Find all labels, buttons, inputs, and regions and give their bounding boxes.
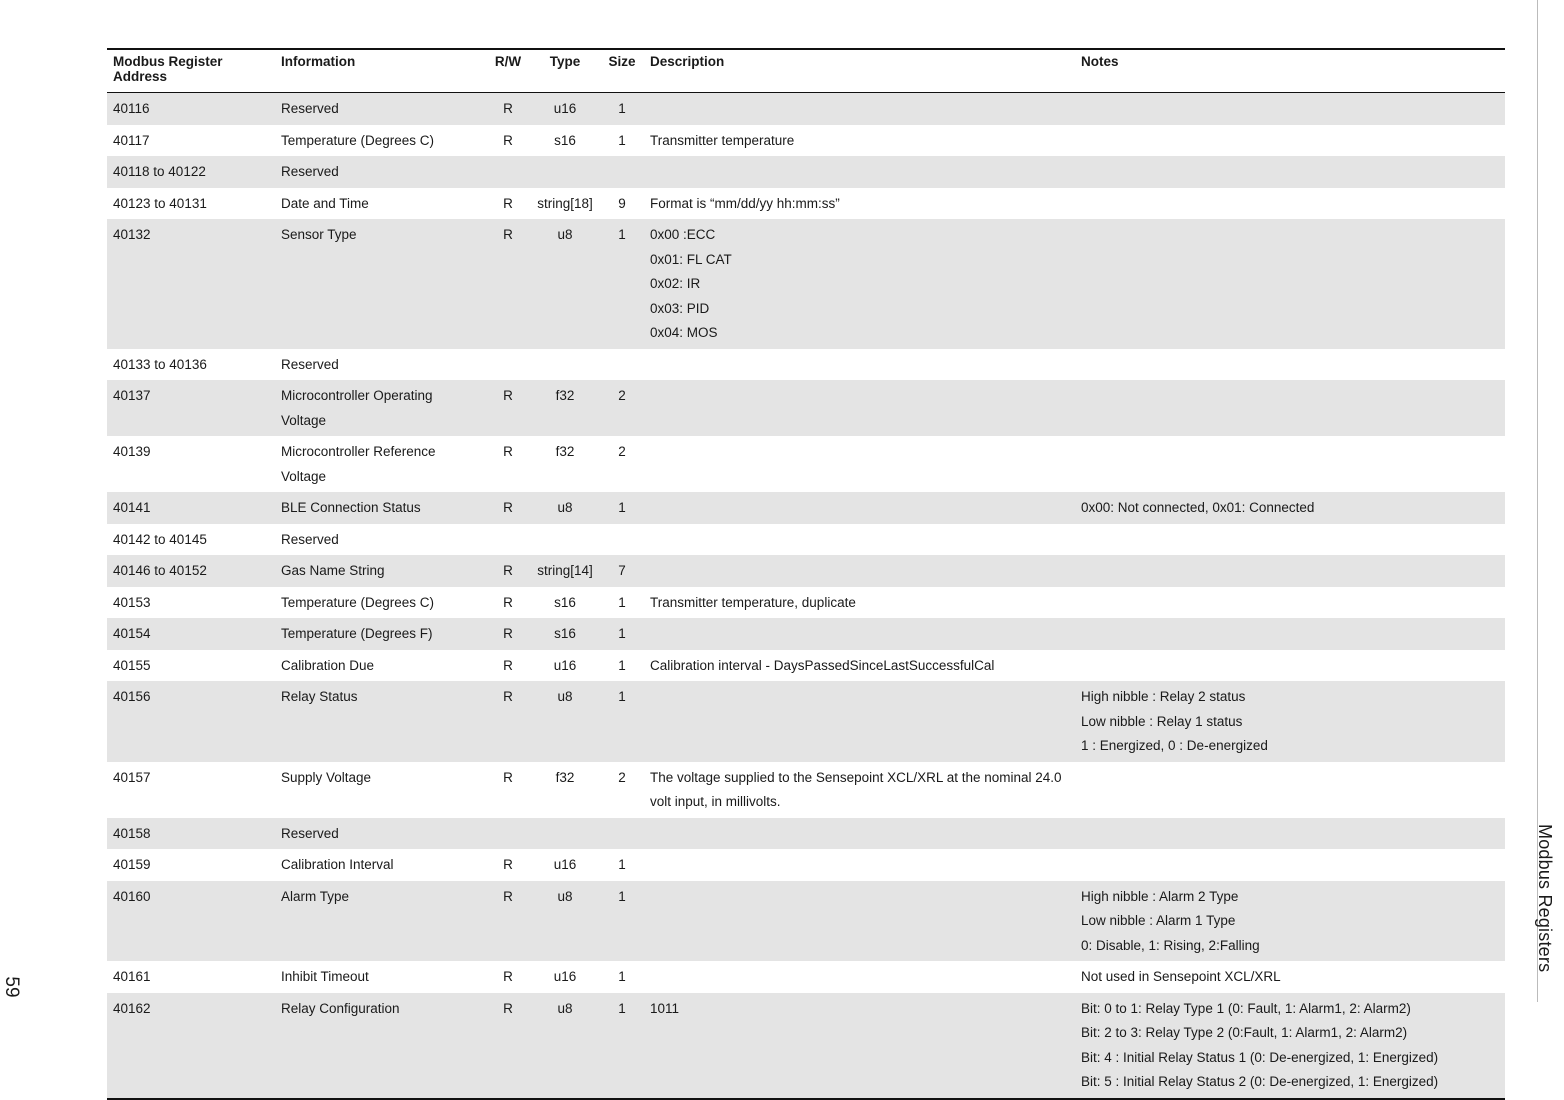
cell-rw: R xyxy=(503,769,513,785)
cell-description xyxy=(644,961,1075,993)
cell-information: Reserved xyxy=(281,356,339,372)
cell-address: 40137 xyxy=(107,380,275,436)
notes-line: Not used in Sensepoint XCL/XRL xyxy=(1081,969,1281,984)
cell-address: 40123 to 40131 xyxy=(113,195,207,211)
cell-description xyxy=(644,219,1075,349)
table-row xyxy=(107,380,1505,436)
notes-line: Bit: 4 : Initial Relay Status 1 (0: De-energized, 1: Energized) xyxy=(1081,1049,1439,1065)
header-size: Size xyxy=(600,49,644,93)
cell-notes xyxy=(1075,125,1505,157)
cell-description xyxy=(644,380,1075,436)
cell-size: 1 xyxy=(600,219,644,349)
notes-line: Bit: 2 to 3: Relay Type 2 (0:Fault, 1: Alarm1, 2: Alarm2) xyxy=(1081,1025,1408,1040)
description-line: Calibration interval - DaysPassedSinceLastSuccessfulCal xyxy=(650,657,995,673)
description-line: 0x03: PID xyxy=(650,300,710,316)
cell-type: u16 xyxy=(553,657,577,673)
cell-size: 7 xyxy=(600,555,644,587)
cell-description xyxy=(644,436,1075,492)
cell-rw: R xyxy=(503,195,513,211)
cell-information: Relay Status xyxy=(275,681,486,762)
cell-rw: R xyxy=(503,969,513,984)
cell-information: Temperature (Degrees C) xyxy=(281,594,435,610)
cell-type: string[18] xyxy=(537,195,593,211)
cell-rw xyxy=(486,524,530,556)
cell-notes xyxy=(1075,188,1505,220)
cell-information: Microcontroller Operating Voltage xyxy=(275,380,486,436)
cell-information: Temperature (Degrees C) xyxy=(281,132,435,148)
cell-information: Alarm Type xyxy=(275,881,486,962)
cell-information: BLE Connection Status xyxy=(275,492,486,524)
cell-notes xyxy=(1075,993,1505,1099)
cell-size: 1 xyxy=(600,492,644,524)
table-row xyxy=(107,681,1505,762)
cell-type: s16 xyxy=(530,618,600,650)
cell-description xyxy=(644,492,1075,524)
cell-information: Calibration Interval xyxy=(281,857,394,872)
cell-type: u16 xyxy=(530,93,600,125)
cell-notes xyxy=(1075,818,1505,850)
notes-line: 0: Disable, 1: Rising, 2:Falling xyxy=(1081,937,1260,953)
header-address: Modbus Register Address xyxy=(107,49,275,93)
cell-notes xyxy=(1075,618,1505,650)
description-line: 0x04: MOS xyxy=(650,325,718,340)
cell-type: u8 xyxy=(530,993,600,1099)
cell-information: Reserved xyxy=(281,531,339,547)
cell-rw: R xyxy=(503,594,513,610)
cell-rw xyxy=(486,349,530,381)
table-row xyxy=(107,219,1505,349)
cell-type: s16 xyxy=(554,132,576,148)
cell-address: 40162 xyxy=(107,993,275,1099)
cell-information: Reserved xyxy=(275,818,486,850)
description-line: Transmitter temperature, duplicate xyxy=(650,594,856,610)
cell-notes xyxy=(1075,881,1505,962)
table-row xyxy=(107,93,1505,125)
cell-notes xyxy=(1075,380,1505,436)
notes-line: 0x00: Not connected, 0x01: Connected xyxy=(1081,500,1315,515)
cell-type: u8 xyxy=(530,219,600,349)
table-header-row xyxy=(107,49,1505,93)
cell-notes xyxy=(1075,156,1505,188)
table-row xyxy=(107,156,1505,188)
cell-size: 1 xyxy=(618,857,626,872)
cell-notes xyxy=(1075,762,1505,818)
cell-notes xyxy=(1075,650,1505,682)
cell-address: 40132 xyxy=(107,219,275,349)
cell-address: 40117 xyxy=(113,132,150,148)
cell-size: 1 xyxy=(618,969,626,984)
cell-rw: R xyxy=(503,132,513,148)
cell-size: 1 xyxy=(618,594,626,610)
cell-size: 1 xyxy=(600,618,644,650)
cell-size xyxy=(600,524,644,556)
cell-address: 40146 to 40152 xyxy=(107,555,275,587)
table-row xyxy=(107,188,1505,220)
cell-size: 1 xyxy=(618,657,626,673)
cell-rw: R xyxy=(486,219,530,349)
cell-address: 40157 xyxy=(113,769,151,785)
cell-size: 2 xyxy=(618,769,626,785)
section-label: Modbus Registers xyxy=(1535,824,1555,973)
cell-type xyxy=(530,818,600,850)
cell-notes xyxy=(1075,219,1505,349)
cell-description xyxy=(644,881,1075,962)
cell-type: u8 xyxy=(530,492,600,524)
header-notes: Notes xyxy=(1075,49,1505,93)
cell-size xyxy=(600,156,644,188)
cell-information: Relay Configuration xyxy=(275,993,486,1099)
cell-size: 1 xyxy=(600,993,644,1099)
cell-address: 40159 xyxy=(113,857,151,872)
notes-line: Bit: 0 to 1: Relay Type 1 (0: Fault, 1: Alarm1, 2: Alarm2) xyxy=(1081,1000,1411,1016)
cell-address: 40154 xyxy=(107,618,275,650)
cell-address: 40142 to 40145 xyxy=(113,531,207,547)
cell-description xyxy=(644,618,1075,650)
table-row xyxy=(107,492,1505,524)
cell-type: string[14] xyxy=(530,555,600,587)
page-number: 59 xyxy=(1,976,22,998)
cell-type xyxy=(530,349,600,381)
cell-type: u16 xyxy=(553,969,577,984)
cell-description xyxy=(644,587,1075,619)
cell-rw: R xyxy=(486,881,530,962)
cell-rw: R xyxy=(486,93,530,125)
description-line: volt input, in millivolts. xyxy=(650,794,781,809)
cell-notes xyxy=(1075,961,1505,993)
cell-address: 40118 to 40122 xyxy=(107,156,275,188)
cell-rw xyxy=(486,818,530,850)
cell-size xyxy=(600,349,644,381)
cell-size: 1 xyxy=(618,132,626,148)
cell-information: Microcontroller Reference Voltage xyxy=(281,444,436,484)
description-line: 1011 xyxy=(650,1000,680,1016)
table-row xyxy=(107,349,1505,381)
description-line: Format is “mm/dd/yy hh:mm:ss” xyxy=(650,195,840,211)
cell-address: 40161 xyxy=(113,969,151,984)
cell-description xyxy=(644,818,1075,850)
cell-type: f32 xyxy=(555,769,575,785)
cell-description xyxy=(644,681,1075,762)
header-information: Information xyxy=(275,49,486,93)
cell-information: Calibration Due xyxy=(281,657,375,673)
cell-notes xyxy=(1075,436,1505,492)
cell-type xyxy=(530,524,600,556)
cell-notes xyxy=(1075,349,1505,381)
cell-type xyxy=(530,156,600,188)
cell-description xyxy=(644,349,1075,381)
cell-information: Reserved xyxy=(275,156,486,188)
cell-size: 1 xyxy=(600,93,644,125)
cell-description xyxy=(644,650,1075,682)
cell-rw: R xyxy=(503,444,513,459)
cell-rw: R xyxy=(486,380,530,436)
cell-rw xyxy=(486,156,530,188)
notes-line: Low nibble : Alarm 1 Type xyxy=(1081,913,1236,928)
notes-line: High nibble : Alarm 2 Type xyxy=(1081,888,1239,904)
cell-description xyxy=(644,993,1075,1099)
notes-line: 1 : Energized, 0 : De-energized xyxy=(1081,738,1268,753)
cell-description xyxy=(644,524,1075,556)
cell-information: Sensor Type xyxy=(275,219,486,349)
modbus-register-table xyxy=(107,48,1505,1100)
cell-information: Inhibit Timeout xyxy=(281,969,369,984)
cell-type: u8 xyxy=(530,881,600,962)
cell-rw: R xyxy=(503,857,513,872)
cell-notes xyxy=(1075,492,1505,524)
cell-information: Gas Name String xyxy=(275,555,486,587)
cell-rw: R xyxy=(486,681,530,762)
notes-line: Low nibble : Relay 1 status xyxy=(1081,713,1243,729)
notes-line: Bit: 5 : Initial Relay Status 2 (0: De-energized, 1: Energized) xyxy=(1081,1074,1439,1089)
cell-rw: R xyxy=(486,492,530,524)
cell-size: 1 xyxy=(600,881,644,962)
header-type: Type xyxy=(530,49,600,93)
table-row xyxy=(107,555,1505,587)
cell-rw: R xyxy=(486,555,530,587)
description-line: Transmitter temperature xyxy=(650,132,795,148)
cell-size: 2 xyxy=(600,380,644,436)
table-row xyxy=(107,618,1505,650)
cell-type: s16 xyxy=(554,594,576,610)
cell-address: 40153 xyxy=(113,594,151,610)
cell-address: 40160 xyxy=(107,881,275,962)
description-line: The voltage supplied to the Sensepoint XCL/XRL at the nominal 24.0 xyxy=(650,769,1062,785)
cell-information: Supply Voltage xyxy=(281,769,372,785)
cell-notes xyxy=(1075,587,1505,619)
cell-rw: R xyxy=(486,993,530,1099)
header-description: Description xyxy=(644,49,1075,93)
table-row xyxy=(107,125,1505,157)
cell-address: 40158 xyxy=(107,818,275,850)
description-line: 0x02: IR xyxy=(650,276,701,291)
table-row xyxy=(107,881,1505,962)
cell-address: 40116 xyxy=(107,93,275,125)
cell-description xyxy=(644,762,1075,818)
table-row xyxy=(107,762,1505,818)
table-row xyxy=(107,818,1505,850)
cell-description xyxy=(644,156,1075,188)
table-body xyxy=(107,93,1505,1099)
cell-address: 40139 xyxy=(113,444,151,459)
cell-size: 9 xyxy=(618,195,626,211)
cell-information: Reserved xyxy=(275,93,486,125)
description-line: 0x00 :ECC xyxy=(650,227,716,242)
cell-type: f32 xyxy=(530,380,600,436)
cell-address: 40133 to 40136 xyxy=(113,356,207,372)
cell-information: Temperature (Degrees F) xyxy=(275,618,486,650)
cell-description xyxy=(644,125,1075,157)
cell-description xyxy=(644,849,1075,881)
cell-rw: R xyxy=(486,618,530,650)
cell-description xyxy=(644,188,1075,220)
cell-size: 2 xyxy=(618,444,626,459)
cell-rw: R xyxy=(503,657,513,673)
table-row xyxy=(107,961,1505,993)
cell-description xyxy=(644,555,1075,587)
table-row xyxy=(107,993,1505,1099)
table-row xyxy=(107,524,1505,556)
table-row xyxy=(107,587,1505,619)
cell-size xyxy=(600,818,644,850)
cell-address: 40156 xyxy=(107,681,275,762)
table-row xyxy=(107,650,1505,682)
cell-notes xyxy=(1075,681,1505,762)
cell-type: f32 xyxy=(555,444,575,459)
cell-type: u8 xyxy=(530,681,600,762)
cell-notes xyxy=(1075,93,1505,125)
cell-information: Date and Time xyxy=(281,195,369,211)
cell-address: 40155 xyxy=(113,657,151,673)
cell-notes xyxy=(1075,849,1505,881)
cell-description xyxy=(644,93,1075,125)
table-row xyxy=(107,436,1505,492)
cell-address: 40141 xyxy=(107,492,275,524)
cell-type: u16 xyxy=(553,857,577,872)
cell-notes xyxy=(1075,524,1505,556)
table-row xyxy=(107,849,1505,881)
cell-notes xyxy=(1075,555,1505,587)
cell-size: 1 xyxy=(600,681,644,762)
notes-line: High nibble : Relay 2 status xyxy=(1081,689,1246,704)
header-rw: R/W xyxy=(486,49,530,93)
description-line: 0x01: FL CAT xyxy=(650,251,732,267)
